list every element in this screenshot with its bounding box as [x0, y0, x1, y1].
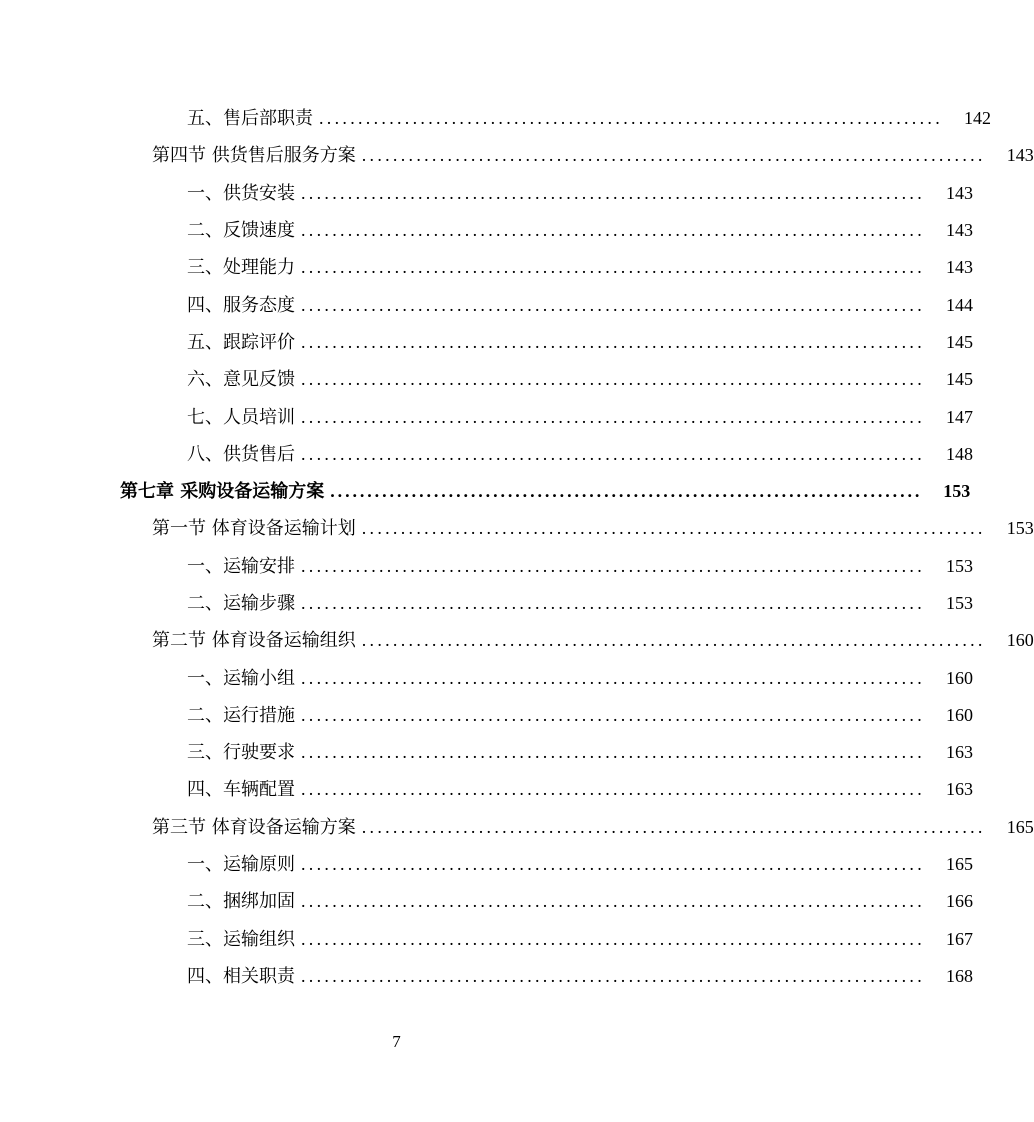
- toc-entry-title: 第七章 采购设备运输方案: [120, 481, 325, 503]
- toc-entry-page: 160: [946, 667, 973, 688]
- toc-dot-leader: ................................................................................: [301, 667, 925, 688]
- toc-entry-title: 六、意见反馈: [187, 369, 295, 391]
- toc-entry-page: 166: [946, 891, 973, 912]
- toc-dot-leader: ................................................................................: [301, 331, 925, 352]
- toc-dot-leader: ................................................................................: [301, 443, 925, 464]
- toc-dot-leader: ................................................................................: [301, 742, 925, 763]
- toc-dot-leader: ................................................................................: [301, 555, 925, 576]
- toc-entry-page: 143: [946, 257, 973, 278]
- toc-entry-page: 147: [946, 406, 973, 427]
- toc-entry-item: [0, 212, 973, 249]
- toc-entry-title: 三、行驶要求: [187, 742, 295, 764]
- toc-entry-page: 153: [946, 593, 973, 613]
- toc-entry-item: [0, 734, 973, 771]
- toc-entry-title: 三、运输组织: [187, 928, 295, 950]
- toc-dot-leader: ................................................................................: [361, 518, 986, 539]
- toc-dot-leader: ................................................................................: [301, 593, 925, 613]
- toc-dot-leader: ................................................................................: [301, 369, 925, 390]
- toc-entry-item: [0, 100, 991, 137]
- toc-dot-leader: ................................................................................: [330, 481, 923, 502]
- toc-entry-item: [0, 846, 973, 883]
- toc-dot-leader: ................................................................................: [301, 294, 925, 315]
- toc-entry-page: 144: [946, 294, 973, 315]
- toc-entry-chapter: [0, 473, 971, 510]
- toc-entry-page: 143: [1006, 145, 1034, 166]
- toc-dot-leader: ................................................................................: [301, 854, 925, 875]
- toc-entry-title: 二、反馈速度: [187, 220, 295, 242]
- toc-entry-page: 163: [946, 779, 973, 800]
- toc-entry-page: 160: [1006, 630, 1034, 651]
- toc-entry-page: 148: [946, 443, 973, 464]
- toc-entry-item: [0, 286, 973, 323]
- toc-entry-title: 四、服务态度: [187, 294, 295, 316]
- toc-entry-item: [0, 958, 973, 995]
- toc-dot-leader: ................................................................................: [301, 704, 925, 725]
- toc-entry-title: 四、车辆配置: [187, 779, 295, 801]
- toc-entry-item: [0, 436, 973, 473]
- toc-entry-title: 二、运行措施: [187, 704, 295, 726]
- toc-entry-title: 一、运输小组: [187, 667, 295, 689]
- toc-dot-leader: ................................................................................: [301, 891, 925, 912]
- toc-entry-page: 143: [946, 182, 973, 203]
- toc-entry-page: 167: [946, 928, 973, 949]
- toc-entry-section: [0, 510, 1034, 547]
- toc-entry-page: 163: [946, 742, 973, 763]
- toc-entry-item: [0, 883, 973, 920]
- toc-entry-title: 一、运输原则: [187, 854, 295, 876]
- toc-entry-section: [0, 809, 1034, 846]
- toc-entry-title: 第三节 体育设备运输方案: [152, 816, 356, 838]
- toc-entry-page: 142: [964, 108, 991, 129]
- toc-entry-item: [0, 249, 973, 286]
- toc-dot-leader: ................................................................................: [301, 779, 925, 800]
- toc-dot-leader: ................................................................................: [301, 257, 925, 278]
- toc-entry-item: [0, 659, 973, 696]
- toc-dot-leader: ................................................................................: [301, 406, 925, 427]
- toc-entry-page: 160: [946, 704, 973, 725]
- toc-entry-page: 153: [943, 481, 971, 502]
- toc-entry-title: 五、跟踪评价: [187, 331, 295, 353]
- toc-dot-leader: ................................................................................: [319, 108, 943, 129]
- toc-entry-title: 第四节 供货售后服务方案: [152, 145, 356, 167]
- toc-entry-page: 143: [946, 220, 973, 241]
- toc-entry-title: 七、人员培训: [187, 406, 295, 428]
- toc-entry-title: 第二节 体育设备运输组织: [152, 630, 356, 652]
- toc-entry-item: [0, 697, 973, 734]
- toc-entry-item: [0, 324, 973, 361]
- toc-dot-leader: ................................................................................: [361, 630, 986, 651]
- toc-entry-title: 五、售后部职责: [187, 108, 313, 130]
- toc-entry-title: 一、运输安排: [187, 555, 295, 577]
- toc-entry-page: 168: [946, 965, 973, 986]
- toc-entry-item: [0, 175, 973, 212]
- toc-entry-page: 165: [1006, 816, 1034, 837]
- toc-entry-item: [0, 398, 973, 435]
- table-of-contents: [0, 100, 1034, 995]
- toc-entry-item: [0, 361, 973, 398]
- toc-entry-item: [0, 585, 973, 622]
- toc-entry-title: 三、处理能力: [187, 257, 295, 279]
- toc-entry-title: 二、运输步骤: [187, 593, 295, 614]
- toc-dot-leader: ................................................................................: [361, 816, 986, 837]
- toc-entry-title: 二、捆绑加固: [187, 891, 295, 913]
- toc-entry-section: [0, 622, 1034, 659]
- toc-entry-section: [0, 137, 1034, 174]
- toc-entry-page: 165: [946, 854, 973, 875]
- toc-entry-item: [0, 921, 973, 958]
- toc-entry-item: [0, 771, 973, 808]
- toc-entry-page: 145: [946, 331, 973, 352]
- toc-entry-item: [0, 548, 973, 585]
- toc-entry-page: 145: [946, 369, 973, 390]
- toc-entry-title: 第一节 体育设备运输计划: [152, 518, 356, 540]
- toc-entry-page: 153: [1006, 518, 1034, 539]
- toc-entry-title: 八、供货售后: [187, 443, 295, 465]
- toc-entry-title: 一、供货安装: [187, 182, 295, 204]
- page-number: 7: [392, 1032, 401, 1051]
- toc-dot-leader: ................................................................................: [301, 928, 925, 949]
- toc-entry-page: 153: [946, 555, 973, 576]
- toc-entry-title: 四、相关职责: [187, 965, 295, 987]
- toc-dot-leader: ................................................................................: [301, 220, 925, 241]
- toc-dot-leader: ................................................................................: [301, 182, 925, 203]
- toc-dot-leader: ................................................................................: [301, 965, 925, 986]
- toc-dot-leader: ................................................................................: [361, 145, 986, 166]
